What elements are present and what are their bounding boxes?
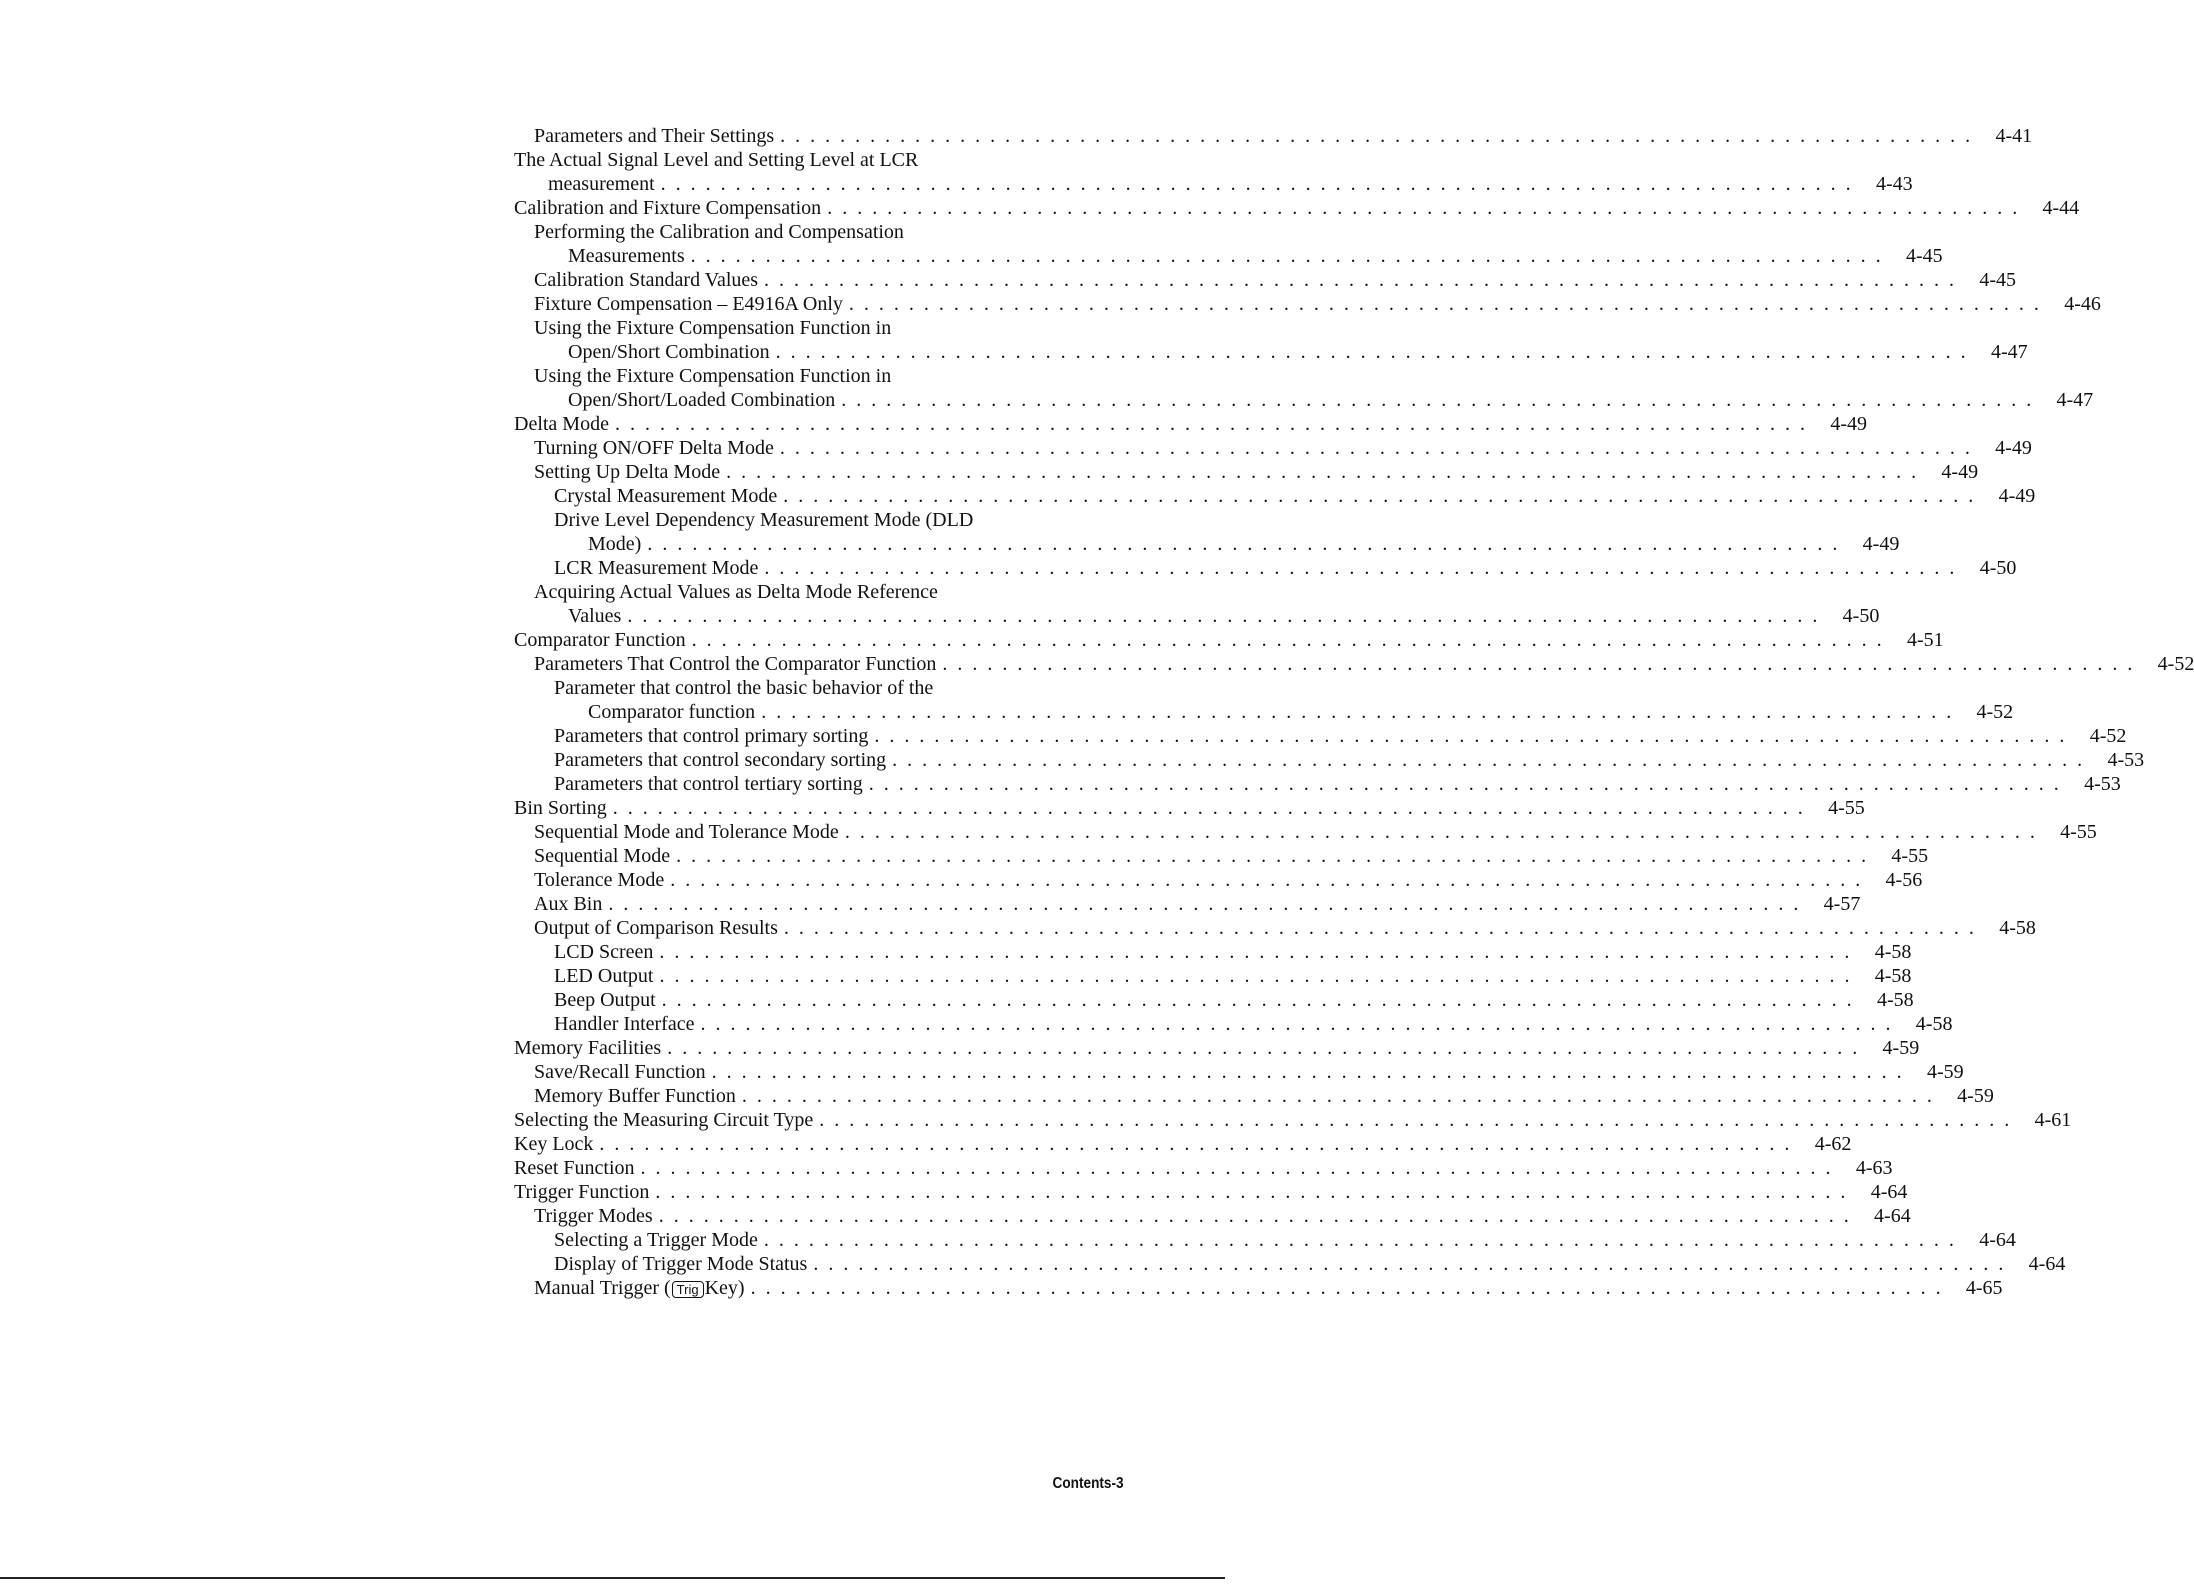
toc-entry[interactable]: [514, 748, 2145, 772]
toc-entry-title: Sequential Mode: [534, 845, 671, 867]
toc-page-number: 4-55: [1828, 797, 1865, 819]
toc-page-number: 4-55: [2060, 821, 2097, 843]
toc-page-number: 4-58: [1876, 989, 1914, 1011]
dot-leader: ................................................................................: [848, 293, 2049, 315]
toc-entry-title: Parameters and Their Settings: [534, 125, 775, 147]
dot-leader: ................................................................................: [775, 341, 1976, 363]
toc-entry-title: Performing the Calibration and Compensation: [534, 221, 904, 243]
toc-entry[interactable]: [514, 1012, 1953, 1036]
dot-leader: ................................................................................: [700, 1013, 1901, 1035]
dot-leader: ................................................................................: [763, 1229, 1964, 1251]
toc-entry-title: Selecting a Trigger Mode: [554, 1229, 758, 1251]
toc-entry-title: Parameters That Control the Comparator Function: [534, 653, 937, 675]
dot-leader: ................................................................................: [892, 749, 2093, 771]
toc-entry[interactable]: [514, 220, 1943, 268]
dot-leader: ................................................................................: [670, 869, 1871, 891]
dot-leader: ................................................................................: [874, 725, 2075, 747]
dot-leader: ................................................................................: [676, 845, 1877, 867]
toc-entry-title: Using the Fixture Compensation Function in: [534, 365, 892, 387]
toc-entry-title: Trigger Function: [514, 1181, 650, 1203]
dot-leader: ................................................................................: [612, 797, 1813, 819]
dot-leader: ................................................................................: [627, 605, 1828, 627]
toc-entry[interactable]: [514, 772, 2121, 796]
toc-page-number: 4-58: [1915, 1013, 1953, 1035]
toc-entry-title: Trigger Modes: [534, 1205, 653, 1227]
toc-page-number: 4-58: [1874, 941, 1912, 963]
toc-entry[interactable]: [514, 1036, 1920, 1060]
toc-entry-title: Output of Comparison Results: [534, 917, 778, 939]
toc-entry[interactable]: [514, 628, 1944, 652]
toc-entry[interactable]: [514, 1252, 2066, 1276]
toc-page-number: 4-63: [1855, 1157, 1893, 1179]
dot-leader: ................................................................................: [819, 1109, 2020, 1131]
toc-entry-title-continued: Measurements: [568, 245, 685, 267]
toc-page-number: 4-41: [1995, 125, 2033, 147]
dot-leader: ................................................................................: [608, 893, 1809, 915]
toc-entry[interactable]: [514, 940, 1912, 964]
dot-leader: ................................................................................: [599, 1133, 1800, 1155]
toc-entry-title: Delta Mode: [514, 413, 609, 435]
toc-entry[interactable]: [514, 820, 2097, 844]
toc-entry-title: Key Lock: [514, 1133, 594, 1155]
dot-leader: ................................................................................: [764, 557, 1965, 579]
toc-page-number: 4-52: [2089, 725, 2127, 747]
dot-leader: ................................................................................: [741, 1085, 1942, 1107]
toc-entry-title: Selecting the Measuring Circuit Type: [514, 1109, 814, 1131]
toc-page-number: 4-59: [1926, 1061, 1964, 1083]
toc-entry-title-continued: Mode): [588, 533, 642, 555]
toc-page-number: 4-59: [1882, 1037, 1920, 1059]
toc-page-number: 4-44: [2042, 197, 2080, 219]
toc-entry[interactable]: [514, 796, 1865, 820]
toc-page-number: 4-47: [2056, 389, 2094, 411]
toc-page-number: 4-61: [2034, 1109, 2072, 1131]
toc-entry-title: Parameters that control tertiary sorting: [554, 773, 863, 795]
table-of-contents: [514, 124, 2194, 1300]
toc-entry-title: Beep Output: [554, 989, 656, 1011]
dot-leader: ................................................................................: [813, 1253, 2014, 1275]
toc-entry-title: Parameters that control secondary sorting: [554, 749, 887, 771]
toc-entry[interactable]: [514, 508, 1900, 556]
toc-entry-title: Reset Function: [514, 1157, 635, 1179]
toc-entry-title: Turning ON/OFF Delta Mode: [534, 437, 774, 459]
toc-entry-title: Calibration Standard Values: [534, 269, 759, 291]
dot-leader: ................................................................................: [711, 1061, 1912, 1083]
toc-entry[interactable]: [514, 148, 1913, 196]
toc-entry[interactable]: [514, 316, 2028, 364]
toc-entry-title: Bin Sorting: [514, 797, 607, 819]
toc-entry[interactable]: [514, 292, 2101, 316]
toc-entry-title: Parameters that control primary sorting: [554, 725, 869, 747]
toc-entry-title: Crystal Measurement Mode: [554, 485, 778, 507]
toc-entry[interactable]: [514, 1204, 1911, 1228]
toc-page-number: 4-64: [1979, 1229, 2016, 1251]
toc-page-number: 4-62: [1814, 1133, 1852, 1155]
dot-leader: ................................................................................: [614, 413, 1815, 435]
toc-entry[interactable]: [514, 1180, 1908, 1204]
toc-entry[interactable]: [514, 436, 2032, 460]
toc-entry[interactable]: [514, 1060, 1964, 1084]
toc-entry[interactable]: [514, 556, 2017, 580]
toc-entry-title: Parameter that control the basic behavior of the: [554, 677, 934, 699]
toc-entry-title: Display of Trigger Mode Status: [554, 1253, 808, 1275]
trig-key-icon: Trig: [672, 1281, 704, 1298]
dot-leader: ................................................................................: [667, 1037, 1868, 1059]
dot-leader: ................................................................................: [658, 1205, 1859, 1227]
dot-leader: ................................................................................: [726, 461, 1927, 483]
dot-leader: ................................................................................: [661, 989, 1862, 1011]
toc-entry-title-continued: Open/Short Combination: [568, 341, 770, 363]
toc-entry[interactable]: [514, 1084, 1994, 1108]
toc-entry-title: Memory Facilities: [514, 1037, 662, 1059]
toc-entry[interactable]: [514, 364, 2094, 412]
toc-entry[interactable]: [514, 892, 1861, 916]
toc-entry[interactable]: [514, 868, 1923, 892]
toc-entry-title: LCR Measurement Mode: [554, 557, 759, 579]
dot-leader: ................................................................................: [868, 773, 2069, 795]
dot-leader: ................................................................................: [660, 173, 1861, 195]
dot-leader: ................................................................................: [761, 701, 1962, 723]
toc-page-number: 4-55: [1891, 845, 1929, 867]
toc-entry[interactable]: [514, 1132, 1852, 1156]
toc-entry[interactable]: [514, 268, 2017, 292]
toc-entry[interactable]: [514, 844, 1929, 868]
toc-page-number: 4-64: [1874, 1205, 1911, 1227]
toc-entry-title-continued: measurement: [548, 173, 655, 195]
toc-page-number: 4-49: [1998, 485, 2036, 507]
dot-leader: ................................................................................: [659, 941, 1860, 963]
dot-leader: ................................................................................: [690, 245, 1891, 267]
toc-entry-title-continued: Open/Short/Loaded Combination: [568, 389, 836, 411]
toc-entry[interactable]: [514, 460, 1979, 484]
toc-entry[interactable]: [514, 412, 1867, 436]
toc-entry-title: Handler Interface: [554, 1013, 695, 1035]
toc-entry-title: Using the Fixture Compensation Function in: [534, 317, 892, 339]
toc-entry-title: Sequential Mode and Tolerance Mode: [534, 821, 839, 843]
toc-page-number: 4-64: [2028, 1253, 2066, 1275]
page-footer-label: Contents-3: [1052, 1475, 1124, 1492]
toc-page-number: 4-65: [1965, 1277, 2003, 1299]
dot-leader: ................................................................................: [844, 821, 2045, 843]
toc-entry[interactable]: [514, 196, 2080, 220]
toc-entry[interactable]: [514, 916, 2036, 940]
toc-entry[interactable]: [514, 484, 2036, 508]
toc-entry[interactable]: [514, 1228, 2016, 1252]
toc-entry-title: Comparator Function: [514, 629, 686, 651]
toc-entry-title-suffix: Key): [704, 1277, 745, 1299]
toc-page-number: 4-50: [1979, 557, 2017, 579]
dot-leader: ................................................................................: [780, 125, 1981, 147]
toc-entry-title: Fixture Compensation – E4916A Only: [534, 293, 843, 315]
toc-page-number: 4-53: [2084, 773, 2121, 795]
toc-page-number: 4-56: [1885, 869, 1923, 891]
toc-page-number: 4-59: [1957, 1085, 1994, 1107]
dot-leader: ................................................................................: [942, 653, 2143, 675]
toc-entry-title: Save/Recall Function: [534, 1061, 706, 1083]
dot-leader: ................................................................................: [827, 197, 2028, 219]
dot-leader: ................................................................................: [841, 389, 2042, 411]
toc-entry-title: Drive Level Dependency Measurement Mode (DLD: [554, 509, 974, 531]
toc-page-number: 4-45: [1979, 269, 2017, 291]
toc-entry[interactable]: [514, 1276, 2003, 1300]
toc-page-number: 4-49: [1941, 461, 1979, 483]
toc-page-number: 4-49: [1830, 413, 1867, 435]
dot-leader: ................................................................................: [659, 965, 1860, 987]
bottom-rule: [0, 1577, 1225, 1579]
toc-page-number: 4-53: [2107, 749, 2145, 771]
toc-page-number: 4-58: [1874, 965, 1912, 987]
dot-leader: ................................................................................: [691, 629, 1892, 651]
toc-page-number: 4-47: [1991, 341, 2028, 363]
toc-page-number: 4-49: [1862, 533, 1900, 555]
toc-page-number: 4-51: [1906, 629, 1944, 651]
toc-entry-title-continued: Values: [568, 605, 622, 627]
toc-entry-title: Calibration and Fixture Compensation: [514, 197, 822, 219]
dot-leader: ................................................................................: [655, 1181, 1856, 1203]
dot-leader: ................................................................................: [783, 485, 1984, 507]
toc-entry-title-continued: Comparator function: [588, 701, 756, 723]
toc-page-number: 4-57: [1823, 893, 1861, 915]
toc-entry[interactable]: [514, 124, 2033, 148]
toc-page-number: 4-45: [1905, 245, 1943, 267]
toc-page-number: 4-52: [2157, 653, 2194, 675]
toc-entry[interactable]: [514, 724, 2127, 748]
toc-entry[interactable]: [514, 580, 1880, 628]
toc-entry-title: Acquiring Actual Values as Delta Mode Reference: [534, 581, 938, 603]
toc-page-number: 4-49: [1995, 437, 2032, 459]
toc-page-number: 4-52: [1976, 701, 2014, 723]
toc-entry-title: LCD Screen: [554, 941, 654, 963]
toc-entry-title: Memory Buffer Function: [534, 1085, 736, 1107]
toc-page-number: 4-58: [1999, 917, 2036, 939]
toc-entry[interactable]: [514, 964, 1912, 988]
dot-leader: ................................................................................: [750, 1277, 1951, 1299]
toc-entry-title: The Actual Signal Level and Setting Level at LCR: [514, 149, 919, 171]
toc-page-number: 4-50: [1842, 605, 1880, 627]
toc-entry-title: Manual Trigger (: [534, 1277, 671, 1299]
toc-page-number: 4-46: [2064, 293, 2101, 315]
toc-entry[interactable]: [514, 1108, 2072, 1132]
toc-entry[interactable]: [514, 1156, 1893, 1180]
toc-entry[interactable]: [514, 652, 2194, 676]
toc-entry-title: Aux Bin: [534, 893, 603, 915]
toc-page-number: 4-64: [1870, 1181, 1908, 1203]
toc-entry-title: Setting Up Delta Mode: [534, 461, 721, 483]
dot-leader: ................................................................................: [783, 917, 1984, 939]
toc-page-number: 4-43: [1875, 173, 1913, 195]
dot-leader: ................................................................................: [640, 1157, 1841, 1179]
dot-leader: ................................................................................: [779, 437, 1980, 459]
dot-leader: ................................................................................: [647, 533, 1848, 555]
toc-entry-title: Tolerance Mode: [534, 869, 665, 891]
toc-entry[interactable]: [514, 676, 2014, 724]
toc-entry-title: LED Output: [554, 965, 654, 987]
toc-entry[interactable]: [514, 988, 1914, 1012]
dot-leader: ................................................................................: [764, 269, 1965, 291]
